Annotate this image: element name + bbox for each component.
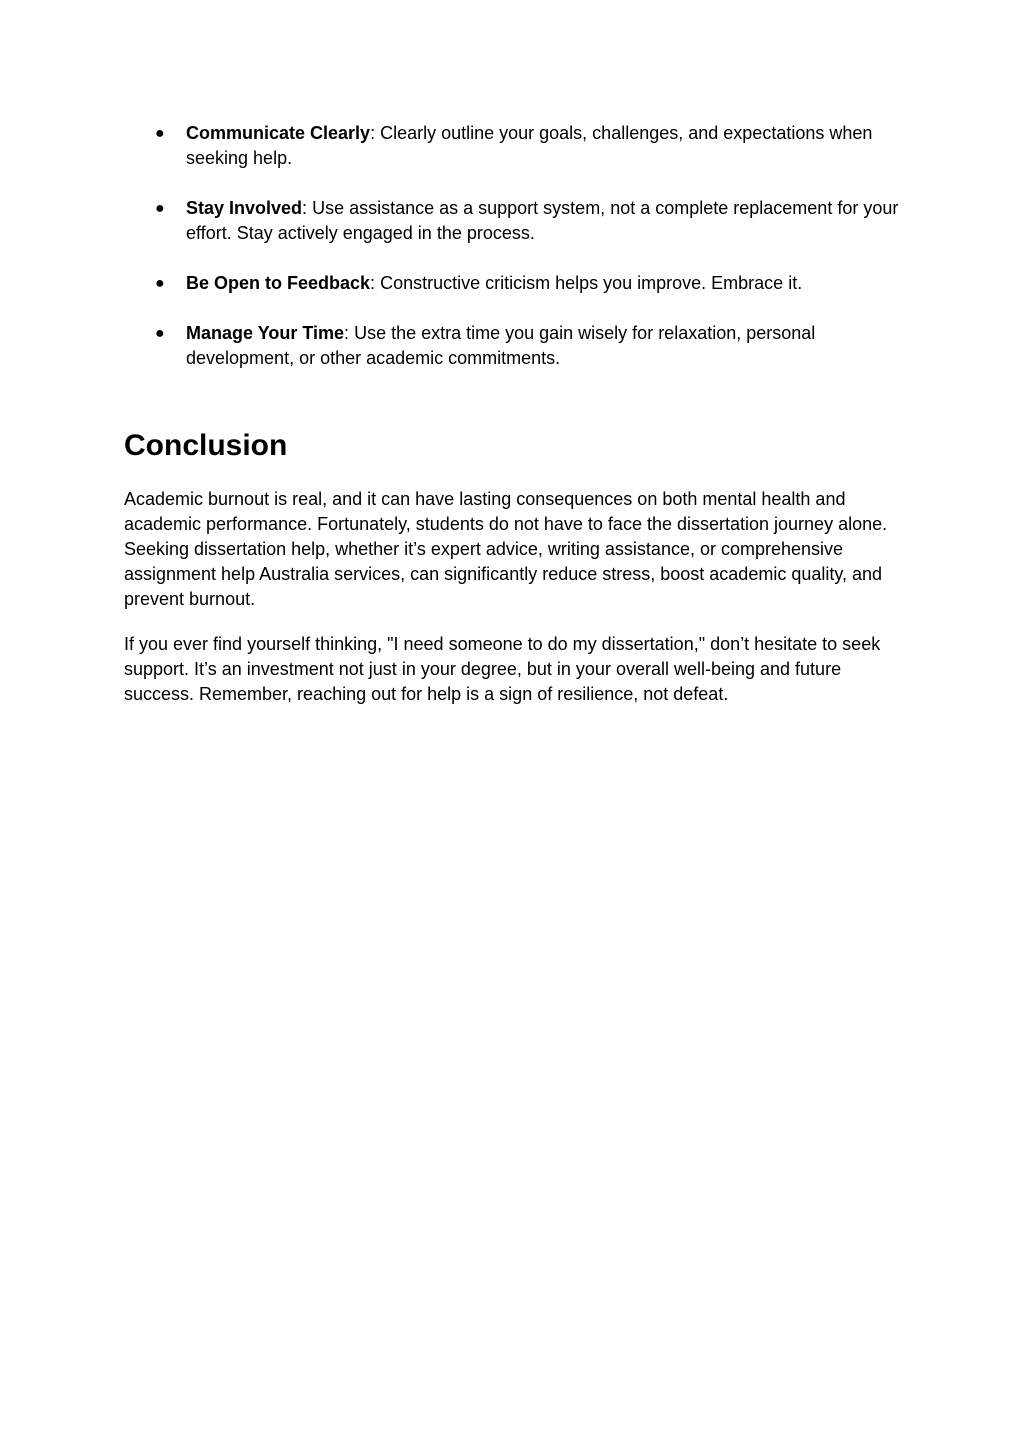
tip-text: Clearly outline your goals, challenges, and expectations when seeking help.	[186, 123, 873, 168]
tip-term: Manage Your Time	[186, 323, 345, 343]
section-heading: Conclusion	[124, 429, 288, 462]
tip-separator: :	[370, 273, 376, 293]
tip-separator: :	[344, 323, 350, 343]
tip-term: Be Open to Feedback	[186, 273, 371, 293]
tip-text: Use the extra time you gain wisely for relaxation, personal development, or other academic commitments.	[186, 323, 816, 368]
tip-term: Stay Involved	[186, 198, 303, 218]
tip-term: Communicate Clearly	[186, 123, 371, 143]
list-item	[124, 196, 904, 246]
conclusion-paragraph: If you ever find yourself thinking, "I need someone to do my dissertation," don’t hesitate to seek support. It’s an investment not just in your degree, but in your overall well-being and future success. Remember, reaching out for help is a sign of resilience, not defeat.	[124, 634, 881, 704]
list-item	[124, 271, 904, 296]
tip-separator: :	[302, 198, 308, 218]
tip-text: Use assistance as a support system, not a complete replacement for your effort. Stay actively engaged in the process.	[186, 198, 899, 243]
tips-list	[124, 121, 904, 396]
bullet-icon: ●	[155, 275, 165, 292]
tip-separator: :	[370, 123, 376, 143]
conclusion-paragraph: Academic burnout is real, and it can have lasting consequences on both mental health and academic performance. Fortunately, students do not have to face the dissertation journey alone. Seeking dissertation help, whether it’s expert advice, writing assistance, or comprehensive assignment help Australia services, can significantly reduce stress, boost academic quality, and prevent burnout.	[124, 489, 888, 609]
bullet-icon: ●	[155, 325, 165, 342]
bullet-icon: ●	[155, 125, 165, 142]
list-item	[124, 121, 904, 171]
list-item	[124, 321, 904, 371]
tip-text: Constructive criticism helps you improve. Embrace it.	[375, 273, 803, 293]
bullet-icon: ●	[155, 200, 165, 217]
